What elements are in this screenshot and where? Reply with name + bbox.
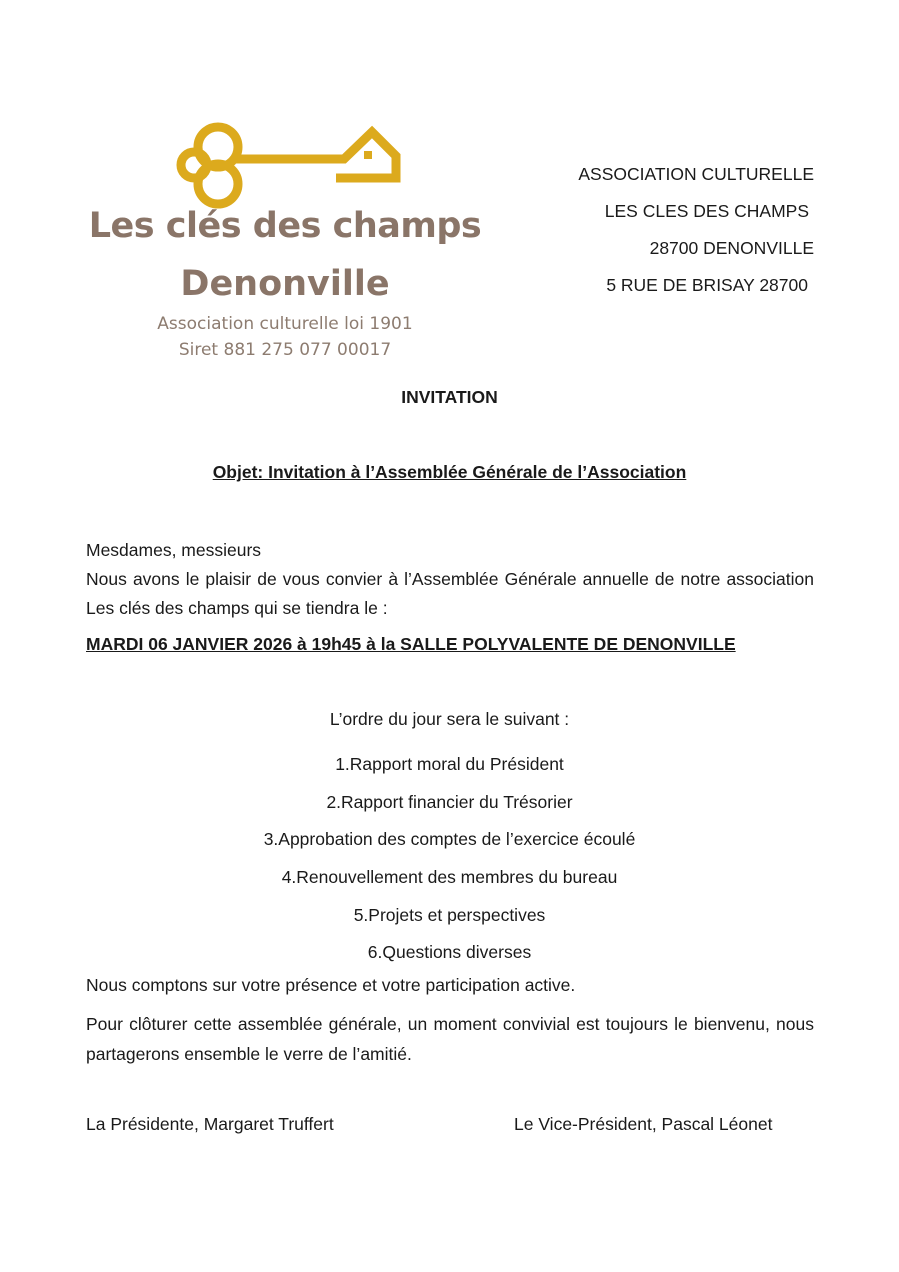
- logo-name: Les clés des champs: [88, 206, 482, 246]
- signature-vice-president: Le Vice-Président, Pascal Léonet: [514, 1114, 773, 1134]
- address-line-2: LES CLES DES CHAMPS: [604, 201, 809, 221]
- address-line-1: ASSOCIATION CULTURELLE: [578, 164, 814, 184]
- address-line-3: 28700 DENONVILLE: [649, 238, 814, 258]
- document-heading: INVITATION: [401, 387, 498, 407]
- logo-subtitle: Association culturelle loi 1901: [157, 314, 413, 334]
- agenda-intro: [0, 709, 899, 730]
- agenda-item: 5.Projets et perspectives: [353, 904, 546, 925]
- agenda-item: 4.Renouvellement des membres du bureau: [281, 867, 618, 888]
- logo-siret: Siret 881 275 077 00017: [178, 340, 392, 360]
- signature-president: La Présidente, Margaret Truffert: [86, 1114, 334, 1134]
- agenda-item: 6.Questions diverses: [367, 942, 532, 963]
- agenda-intro-text: L’ordre du jour sera le suivant :: [329, 709, 570, 729]
- address-line-4: 5 RUE DE BRISAY 28700: [606, 275, 808, 295]
- event-date-line: MARDI 06 JANVIER 2026 à 19h45 à la SALLE POLYVALENTE DE DENONVILLE: [86, 634, 736, 654]
- agenda-list: [0, 746, 899, 972]
- intro-paragraph: Nous avons le plaisir de vous convier à l’Assemblée Générale annuelle de notre association Les clés des champs qui se tiendra le :: [86, 569, 814, 618]
- greeting: Mesdames, messieurs: [86, 540, 262, 560]
- agenda-item: 1.Rapport moral du Président: [335, 754, 564, 774]
- closing-sentence: Nous comptons sur votre présence et votre participation active.: [86, 975, 576, 995]
- agenda-item: 3.Approbation des comptes de l’exercice écoulé: [263, 829, 636, 850]
- key-house-icon: [176, 120, 401, 212]
- final-paragraph: Pour clôturer cette assemblée générale, un moment convivial est toujours le bienvenu, nous partagerons ensemble le verre de l’amitié.: [86, 1014, 814, 1064]
- agenda-item: 2.Rapport financier du Trésorier: [326, 791, 573, 812]
- logo-town: Denonville: [180, 264, 390, 304]
- document-subject: Objet: Invitation à l’Assemblée Générale de l’Association: [212, 462, 687, 482]
